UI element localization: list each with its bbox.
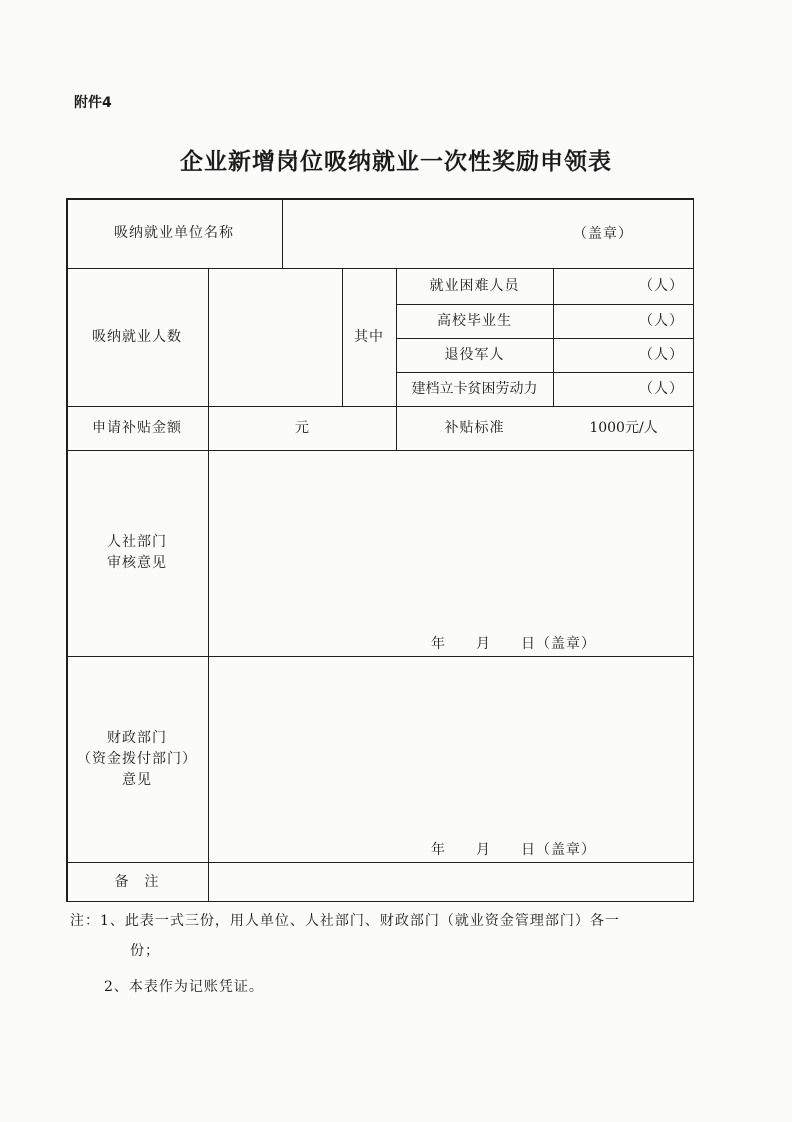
- remarks-label: 备 注: [114, 873, 160, 890]
- category-label: 就业困难人员: [429, 277, 520, 294]
- subsidy-standard-value: 1000元/人: [589, 419, 658, 436]
- category-label: 建档立卡贫困劳动力: [411, 380, 538, 397]
- hr-dept-opinion-field[interactable]: [209, 450, 694, 656]
- finance-dept-label: [66, 656, 208, 862]
- subsidy-amount-field[interactable]: 元: [295, 419, 310, 436]
- finance-dept-opinion-field[interactable]: [209, 656, 694, 862]
- finance-label-line3: 意见: [122, 771, 152, 788]
- employer-seal-note: （盖章）: [573, 226, 633, 242]
- attachment-label: 附件4: [74, 95, 112, 111]
- finance-label-line2: （资金拨付部门）: [77, 750, 197, 767]
- hr-date-seal: 年 月 日（盖章）: [431, 636, 596, 652]
- subsidy-standard-label: 补贴标准: [444, 419, 505, 436]
- employer-name-label: 吸纳就业单位名称: [114, 224, 234, 241]
- category-count-field[interactable]: （人）: [639, 346, 684, 363]
- hired-count-field[interactable]: [209, 268, 342, 406]
- employer-name-field[interactable]: [283, 198, 694, 268]
- note-line1: 注：1、此表一式三份，用人单位、人社部门、财政部门（就业资金管理部门）各一: [70, 913, 620, 929]
- hr-dept-label-line2: 审核意见: [107, 555, 167, 571]
- subsidy-amount-label: 申请补贴金额: [92, 419, 182, 436]
- hr-dept-label-line1: 人社部门: [107, 534, 167, 550]
- hired-count-label: 吸纳就业人数: [92, 328, 182, 345]
- hr-dept-label: [66, 450, 208, 656]
- form-title: 企业新增岗位吸纳就业一次性奖励申领表: [180, 148, 612, 175]
- category-count-field[interactable]: （人）: [639, 277, 684, 294]
- category-label: 退役军人: [444, 346, 505, 363]
- finance-date-seal: 年 月 日（盖章）: [431, 842, 596, 858]
- category-count-field[interactable]: （人）: [639, 380, 684, 397]
- of-which-label: 其中: [354, 328, 384, 345]
- category-count-field[interactable]: （人）: [639, 312, 684, 329]
- finance-label-line1: 财政部门: [107, 729, 167, 746]
- application-form-table: [66, 198, 694, 902]
- note-line3: 2、本表作为记账凭证。: [104, 979, 264, 995]
- form-notes: [70, 906, 702, 1002]
- remarks-field[interactable]: [209, 862, 694, 902]
- note-line2: 份；: [130, 943, 160, 959]
- category-label: 高校毕业生: [437, 312, 512, 329]
